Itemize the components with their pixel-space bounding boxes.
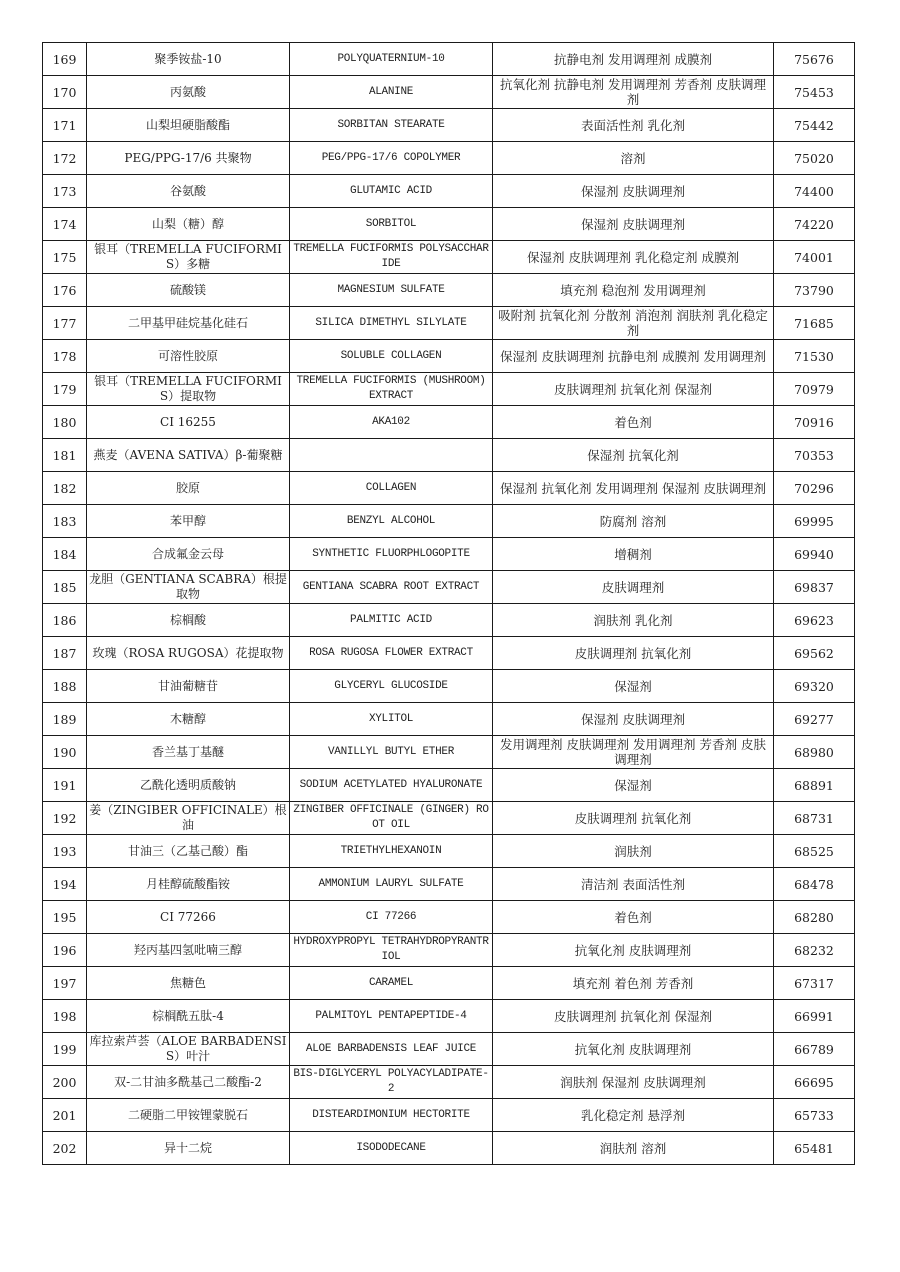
cell-value: 68478 (774, 868, 855, 901)
cell-inci-name: SODIUM ACETYLATED HYALURONATE (290, 769, 493, 802)
cell-function: 皮肤调理剂 抗氧化剂 保湿剂 (493, 1000, 774, 1033)
cell-index: 178 (43, 340, 87, 373)
table-row (43, 472, 855, 505)
cell-value: 70296 (774, 472, 855, 505)
cell-index: 188 (43, 670, 87, 703)
cell-chinese-name: 羟丙基四氢吡喃三醇 (87, 934, 290, 967)
cell-chinese-name: 龙胆（GENTIANA SCABRA）根提取物 (87, 571, 290, 604)
cell-value: 69837 (774, 571, 855, 604)
cell-chinese-name: 棕榈酸 (87, 604, 290, 637)
cell-function: 皮肤调理剂 抗氧化剂 保湿剂 (493, 373, 774, 406)
cell-index: 194 (43, 868, 87, 901)
cell-chinese-name: 山梨（糖）醇 (87, 208, 290, 241)
cell-chinese-name: 木糖醇 (87, 703, 290, 736)
cell-index: 197 (43, 967, 87, 1000)
cell-index: 172 (43, 142, 87, 175)
cell-inci-name: BIS-DIGLYCERYL POLYACYLADIPATE-2 (290, 1066, 493, 1099)
document-page (42, 42, 855, 1165)
cell-function: 填充剂 着色剂 芳香剂 (493, 967, 774, 1000)
table-row (43, 142, 855, 175)
cell-value: 75453 (774, 76, 855, 109)
cell-chinese-name: 玫瑰（ROSA RUGOSA）花提取物 (87, 637, 290, 670)
cell-inci-name: COLLAGEN (290, 472, 493, 505)
cell-value: 68980 (774, 736, 855, 769)
cell-index: 169 (43, 43, 87, 76)
cell-function: 保湿剂 (493, 670, 774, 703)
table-row (43, 1033, 855, 1066)
cell-inci-name: GENTIANA SCABRA ROOT EXTRACT (290, 571, 493, 604)
cell-function: 润肤剂 (493, 835, 774, 868)
cell-value: 68525 (774, 835, 855, 868)
table-row (43, 670, 855, 703)
cell-index: 175 (43, 241, 87, 274)
cell-function: 抗氧化剂 抗静电剂 发用调理剂 芳香剂 皮肤调理剂 (493, 76, 774, 109)
cell-value: 66695 (774, 1066, 855, 1099)
cell-chinese-name: 甘油三（乙基己酸）酯 (87, 835, 290, 868)
cell-index: 176 (43, 274, 87, 307)
cell-chinese-name: CI 16255 (87, 406, 290, 439)
table-row (43, 175, 855, 208)
table-row (43, 703, 855, 736)
cell-value: 69623 (774, 604, 855, 637)
cell-index: 195 (43, 901, 87, 934)
cell-chinese-name: 丙氨酸 (87, 76, 290, 109)
cell-inci-name: ISODODECANE (290, 1132, 493, 1165)
cell-chinese-name: 银耳（TREMELLA FUCIFORMIS）多糖 (87, 241, 290, 274)
cell-chinese-name: 甘油葡糖苷 (87, 670, 290, 703)
cell-inci-name: ROSA RUGOSA FLOWER EXTRACT (290, 637, 493, 670)
cell-inci-name: HYDROXYPROPYL TETRAHYDROPYRANTRIOL (290, 934, 493, 967)
cell-chinese-name: 月桂醇硫酸酯铵 (87, 868, 290, 901)
cell-chinese-name: 异十二烷 (87, 1132, 290, 1165)
cell-chinese-name: 姜（ZINGIBER OFFICINALE）根油 (87, 802, 290, 835)
cell-value: 67317 (774, 967, 855, 1000)
table-row (43, 43, 855, 76)
cell-value: 69562 (774, 637, 855, 670)
cell-value: 71530 (774, 340, 855, 373)
cell-function: 保湿剂 皮肤调理剂 (493, 175, 774, 208)
cell-value: 71685 (774, 307, 855, 340)
cell-index: 192 (43, 802, 87, 835)
table-row (43, 1099, 855, 1132)
table-row (43, 835, 855, 868)
cell-index: 181 (43, 439, 87, 472)
cell-value: 75676 (774, 43, 855, 76)
table-row (43, 934, 855, 967)
ingredient-table (42, 42, 855, 1165)
cell-chinese-name: 山梨坦硬脂酸酯 (87, 109, 290, 142)
cell-index: 190 (43, 736, 87, 769)
table-row (43, 538, 855, 571)
cell-chinese-name: 香兰基丁基醚 (87, 736, 290, 769)
table-row (43, 406, 855, 439)
cell-value: 69320 (774, 670, 855, 703)
cell-function: 保湿剂 抗氧化剂 发用调理剂 保湿剂 皮肤调理剂 (493, 472, 774, 505)
cell-inci-name: AMMONIUM LAURYL SULFATE (290, 868, 493, 901)
cell-index: 173 (43, 175, 87, 208)
cell-function: 增稠剂 (493, 538, 774, 571)
cell-function: 填充剂 稳泡剂 发用调理剂 (493, 274, 774, 307)
cell-value: 65481 (774, 1132, 855, 1165)
cell-chinese-name: 可溶性胶原 (87, 340, 290, 373)
cell-function: 皮肤调理剂 抗氧化剂 (493, 802, 774, 835)
cell-function: 润肤剂 乳化剂 (493, 604, 774, 637)
table-row (43, 769, 855, 802)
cell-function: 表面活性剂 乳化剂 (493, 109, 774, 142)
cell-function: 保湿剂 抗氧化剂 (493, 439, 774, 472)
cell-chinese-name: 双-二甘油多酰基己二酸酯-2 (87, 1066, 290, 1099)
table-row (43, 241, 855, 274)
cell-index: 202 (43, 1132, 87, 1165)
cell-value: 68280 (774, 901, 855, 934)
table-row (43, 1000, 855, 1033)
cell-value: 73790 (774, 274, 855, 307)
cell-value: 74400 (774, 175, 855, 208)
cell-chinese-name: CI 77266 (87, 901, 290, 934)
cell-value: 69995 (774, 505, 855, 538)
table-row (43, 604, 855, 637)
cell-chinese-name: 硫酸镁 (87, 274, 290, 307)
table-row (43, 505, 855, 538)
table-row (43, 802, 855, 835)
cell-chinese-name: 棕榈酰五肽-4 (87, 1000, 290, 1033)
cell-index: 200 (43, 1066, 87, 1099)
table-row (43, 967, 855, 1000)
cell-inci-name (290, 439, 493, 472)
cell-chinese-name: 银耳（TREMELLA FUCIFORMIS）提取物 (87, 373, 290, 406)
cell-index: 179 (43, 373, 87, 406)
cell-function: 抗静电剂 发用调理剂 成膜剂 (493, 43, 774, 76)
cell-chinese-name: 二硬脂二甲铵锂蒙脱石 (87, 1099, 290, 1132)
cell-inci-name: TRIETHYLHEXANOIN (290, 835, 493, 868)
cell-value: 68891 (774, 769, 855, 802)
cell-inci-name: GLUTAMIC ACID (290, 175, 493, 208)
cell-function: 保湿剂 (493, 769, 774, 802)
table-row (43, 1066, 855, 1099)
cell-function: 保湿剂 皮肤调理剂 (493, 703, 774, 736)
cell-index: 199 (43, 1033, 87, 1066)
cell-inci-name: DISTEARDIMONIUM HECTORITE (290, 1099, 493, 1132)
cell-chinese-name: 合成氟金云母 (87, 538, 290, 571)
cell-chinese-name: PEG/PPG-17/6 共聚物 (87, 142, 290, 175)
cell-inci-name: BENZYL ALCOHOL (290, 505, 493, 538)
cell-value: 68731 (774, 802, 855, 835)
cell-index: 186 (43, 604, 87, 637)
cell-inci-name: ALOE BARBADENSIS LEAF JUICE (290, 1033, 493, 1066)
cell-function: 皮肤调理剂 (493, 571, 774, 604)
table-row (43, 307, 855, 340)
cell-chinese-name: 乙酰化透明质酸钠 (87, 769, 290, 802)
cell-function: 抗氧化剂 皮肤调理剂 (493, 1033, 774, 1066)
table-row (43, 571, 855, 604)
cell-index: 193 (43, 835, 87, 868)
cell-index: 182 (43, 472, 87, 505)
cell-index: 187 (43, 637, 87, 670)
cell-inci-name: SORBITOL (290, 208, 493, 241)
cell-value: 69940 (774, 538, 855, 571)
cell-function: 吸附剂 抗氧化剂 分散剂 消泡剂 润肤剂 乳化稳定剂 (493, 307, 774, 340)
cell-inci-name: GLYCERYL GLUCOSIDE (290, 670, 493, 703)
table-row (43, 439, 855, 472)
cell-inci-name: CI 77266 (290, 901, 493, 934)
cell-function: 防腐剂 溶剂 (493, 505, 774, 538)
cell-value: 70979 (774, 373, 855, 406)
cell-inci-name: CARAMEL (290, 967, 493, 1000)
table-row (43, 76, 855, 109)
table-row (43, 340, 855, 373)
table-row (43, 736, 855, 769)
cell-function: 着色剂 (493, 406, 774, 439)
cell-chinese-name: 谷氨酸 (87, 175, 290, 208)
cell-index: 170 (43, 76, 87, 109)
table-row (43, 1132, 855, 1165)
cell-inci-name: VANILLYL BUTYL ETHER (290, 736, 493, 769)
cell-value: 68232 (774, 934, 855, 967)
cell-inci-name: XYLITOL (290, 703, 493, 736)
cell-index: 196 (43, 934, 87, 967)
cell-function: 润肤剂 溶剂 (493, 1132, 774, 1165)
cell-index: 201 (43, 1099, 87, 1132)
cell-value: 74001 (774, 241, 855, 274)
cell-value: 66991 (774, 1000, 855, 1033)
cell-function: 着色剂 (493, 901, 774, 934)
cell-function: 抗氧化剂 皮肤调理剂 (493, 934, 774, 967)
cell-function: 润肤剂 保湿剂 皮肤调理剂 (493, 1066, 774, 1099)
table-body (43, 43, 855, 1165)
table-row (43, 274, 855, 307)
cell-value: 66789 (774, 1033, 855, 1066)
cell-value: 74220 (774, 208, 855, 241)
cell-function: 保湿剂 皮肤调理剂 (493, 208, 774, 241)
cell-inci-name: SYNTHETIC FLUORPHLOGOPITE (290, 538, 493, 571)
table-row (43, 637, 855, 670)
cell-function: 清洁剂 表面活性剂 (493, 868, 774, 901)
cell-function: 皮肤调理剂 抗氧化剂 (493, 637, 774, 670)
table-row (43, 208, 855, 241)
cell-value: 75442 (774, 109, 855, 142)
cell-index: 185 (43, 571, 87, 604)
cell-inci-name: SOLUBLE COLLAGEN (290, 340, 493, 373)
cell-inci-name: SILICA DIMETHYL SILYLATE (290, 307, 493, 340)
cell-chinese-name: 库拉索芦荟（ALOE BARBADENSIS）叶汁 (87, 1033, 290, 1066)
cell-index: 180 (43, 406, 87, 439)
cell-inci-name: ZINGIBER OFFICINALE (GINGER) ROOT OIL (290, 802, 493, 835)
cell-value: 69277 (774, 703, 855, 736)
cell-index: 184 (43, 538, 87, 571)
cell-function: 发用调理剂 皮肤调理剂 发用调理剂 芳香剂 皮肤调理剂 (493, 736, 774, 769)
cell-inci-name: AKA102 (290, 406, 493, 439)
cell-inci-name: TREMELLA FUCIFORMIS POLYSACCHARIDE (290, 241, 493, 274)
cell-inci-name: ALANINE (290, 76, 493, 109)
cell-inci-name: POLYQUATERNIUM-10 (290, 43, 493, 76)
cell-function: 溶剂 (493, 142, 774, 175)
cell-inci-name: TREMELLA FUCIFORMIS (MUSHROOM) EXTRACT (290, 373, 493, 406)
cell-function: 乳化稳定剂 悬浮剂 (493, 1099, 774, 1132)
cell-value: 65733 (774, 1099, 855, 1132)
cell-inci-name: MAGNESIUM SULFATE (290, 274, 493, 307)
table-row (43, 868, 855, 901)
cell-index: 189 (43, 703, 87, 736)
cell-chinese-name: 苯甲醇 (87, 505, 290, 538)
cell-index: 174 (43, 208, 87, 241)
cell-value: 70916 (774, 406, 855, 439)
table-row (43, 373, 855, 406)
cell-function: 保湿剂 皮肤调理剂 抗静电剂 成膜剂 发用调理剂 (493, 340, 774, 373)
cell-chinese-name: 燕麦（AVENA SATIVA）β-葡聚糖 (87, 439, 290, 472)
cell-index: 177 (43, 307, 87, 340)
cell-inci-name: SORBITAN STEARATE (290, 109, 493, 142)
cell-chinese-name: 二甲基甲硅烷基化硅石 (87, 307, 290, 340)
cell-index: 198 (43, 1000, 87, 1033)
cell-chinese-name: 聚季铵盐-10 (87, 43, 290, 76)
cell-value: 75020 (774, 142, 855, 175)
cell-index: 183 (43, 505, 87, 538)
cell-inci-name: PALMITOYL PENTAPEPTIDE-4 (290, 1000, 493, 1033)
cell-index: 191 (43, 769, 87, 802)
cell-function: 保湿剂 皮肤调理剂 乳化稳定剂 成膜剂 (493, 241, 774, 274)
table-row (43, 901, 855, 934)
cell-chinese-name: 胶原 (87, 472, 290, 505)
cell-chinese-name: 焦糖色 (87, 967, 290, 1000)
cell-inci-name: PALMITIC ACID (290, 604, 493, 637)
cell-index: 171 (43, 109, 87, 142)
cell-value: 70353 (774, 439, 855, 472)
table-row (43, 109, 855, 142)
cell-inci-name: PEG/PPG-17/6 COPOLYMER (290, 142, 493, 175)
